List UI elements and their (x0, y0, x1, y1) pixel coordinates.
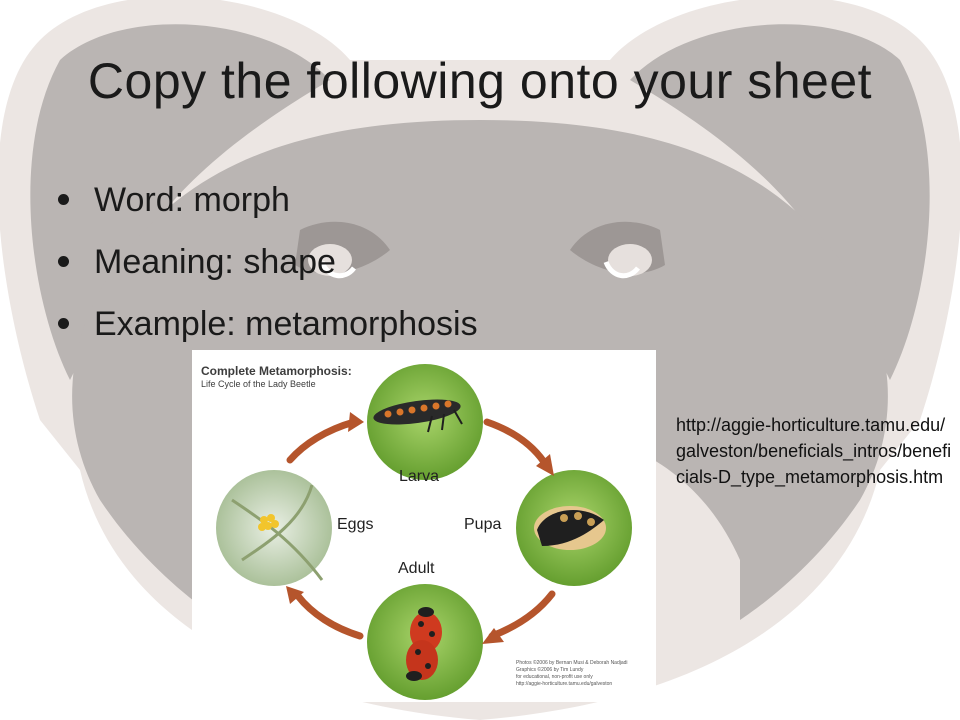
arrow-icon-adult-to-eggs (298, 596, 360, 636)
bullet-list (58, 178, 478, 364)
larva-photo (367, 364, 483, 480)
arrow-icon-eggs-to-larva (290, 422, 354, 460)
arrow-icon-pupa-to-adult (492, 594, 552, 636)
bullet-item-word (58, 178, 478, 240)
photo-credit-line: Photos ©2006 by Bernan Musi & Deborah Nadjadi (516, 660, 628, 666)
arrowhead-icon (348, 412, 364, 432)
arrow-icon-larva-to-pupa (487, 422, 544, 462)
bullet-item-meaning (58, 240, 478, 302)
slide-title: Copy the following onto your sheet (87, 53, 873, 109)
adult-photo (367, 584, 483, 700)
metamorphosis-diagram (192, 350, 656, 702)
eggs-photo (216, 470, 332, 586)
stage-label-pupa: Pupa (464, 516, 502, 533)
photo-credit-line: for educational, non-profit use only (516, 674, 593, 680)
photo-credit-line: Graphics ©2006 by Tim Lundy (516, 667, 584, 673)
photo-credit-line: http://aggie-horticulture.tamu.edu/galveston (516, 681, 613, 687)
stage-label-larva: Larva (399, 468, 440, 485)
diagram-title: Complete Metamorphosis: (201, 364, 352, 378)
bullet-dot-icon (58, 256, 69, 267)
stage-label-eggs: Eggs (337, 516, 374, 533)
life-cycle-graphic (192, 350, 656, 702)
diagram-subtitle: Life Cycle of the Lady Beetle (201, 379, 316, 389)
source-url-text: http://aggie-horticulture.tamu.edu/galveston/beneficials_intros/beneficials-D_type_metamorphosis.htm (676, 415, 952, 487)
bullet-dot-icon (58, 194, 69, 205)
pupa-photo (516, 470, 632, 586)
bullet-dot-icon (58, 318, 69, 329)
bullet-text: Meaning: shape (94, 243, 336, 281)
bullet-text: Word: morph (94, 181, 290, 219)
bullet-text: Example: metamorphosis (94, 305, 478, 343)
stage-label-adult: Adult (398, 560, 435, 577)
